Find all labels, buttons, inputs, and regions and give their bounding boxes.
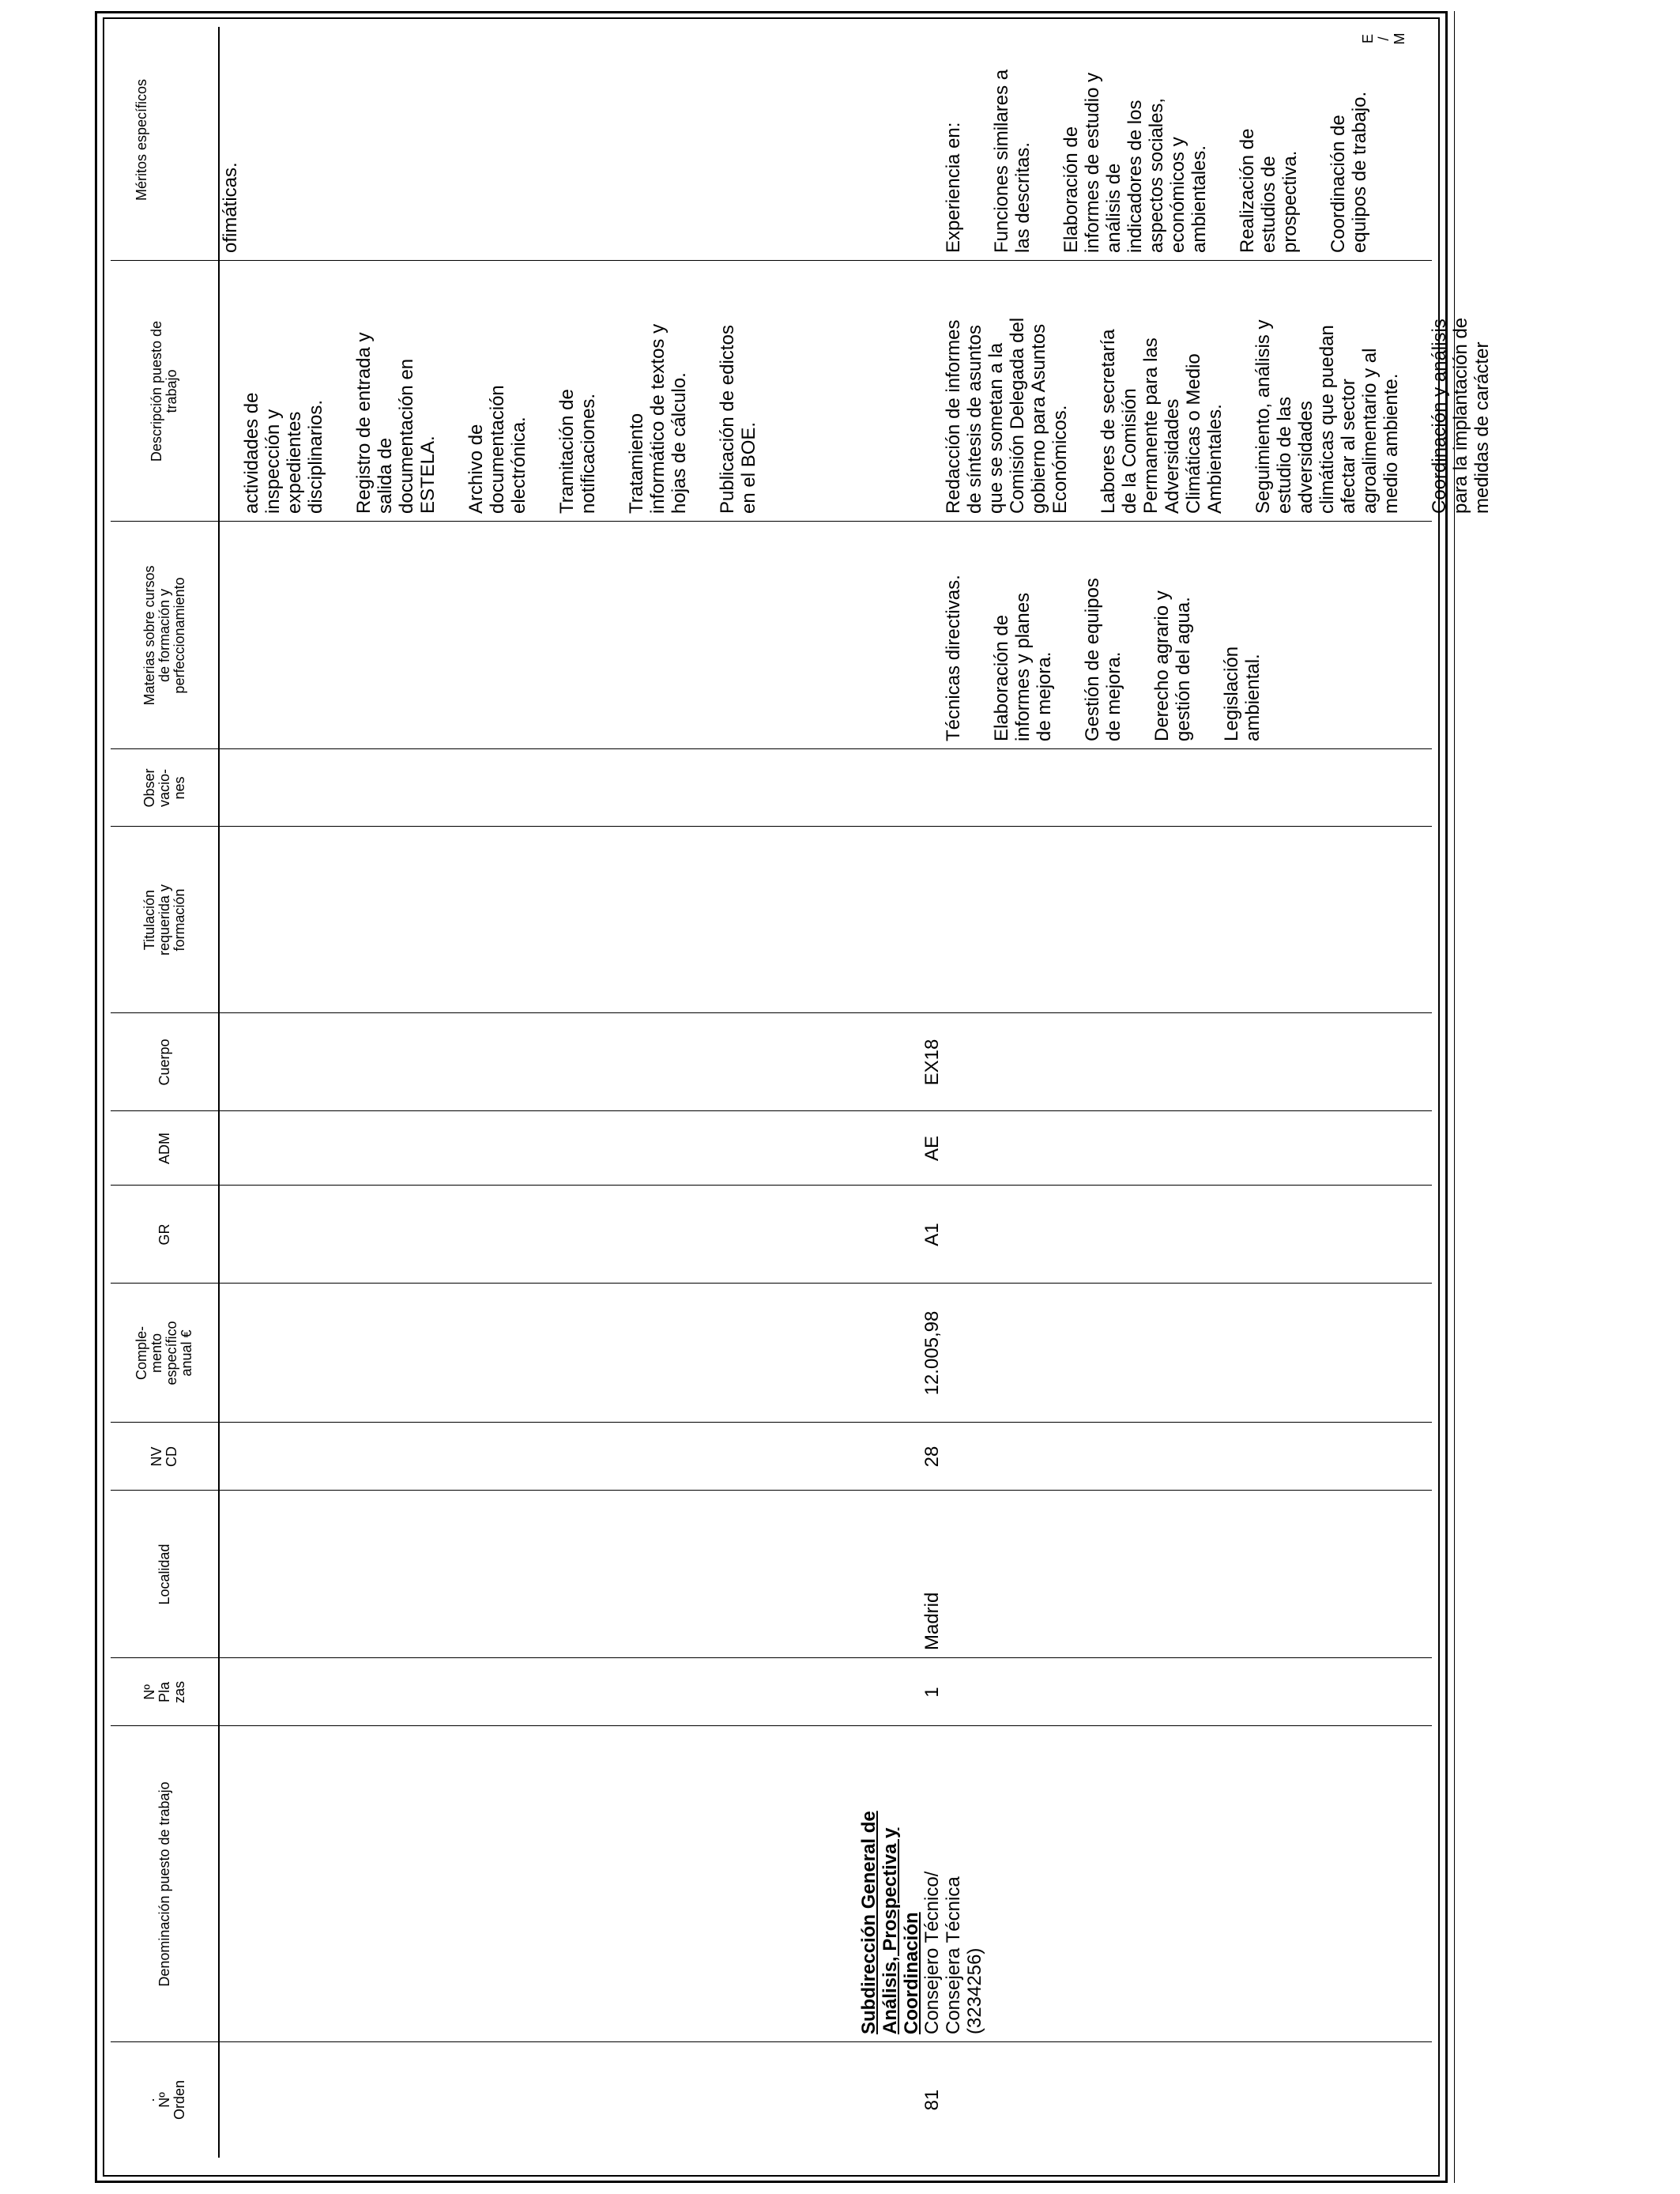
descripcion-item: Registro de entrada y salida de documentación en ESTELA. xyxy=(353,332,439,514)
row-meritos xyxy=(921,24,1397,253)
row-localidad: Madrid xyxy=(921,1592,943,1650)
descripcion-item: actividades de inspección y expedientes disciplinarios. xyxy=(241,392,326,514)
row-denominacion: Consejero Técnico/ Consejera Técnica (3234256) xyxy=(921,1871,985,2034)
header-em: E / M xyxy=(1360,32,1407,45)
header-adm: ADM xyxy=(156,1133,172,1164)
descripcion-item: Labores de secretaría de la Comisión Permanente para las Adversidades Climáticas o Medio Ambientales. xyxy=(1098,329,1226,514)
row-complemento: 12.005,98 xyxy=(921,1310,943,1396)
header-cuerpo: Cuerpo xyxy=(156,1039,172,1086)
continuation-descripcion xyxy=(220,261,786,514)
header-localidad: Localidad xyxy=(156,1544,172,1605)
header-grupo: GR xyxy=(156,1223,172,1246)
header-descripcion: Descripción puesto de trabajo xyxy=(149,320,179,462)
table-body xyxy=(220,27,1493,2158)
materia-item: Legislación ambiental. xyxy=(1221,646,1264,741)
header-complemento: Comple- mento específico anual € xyxy=(134,1321,194,1385)
descripcion-item: Coordinación y análisis para la implantación de medidas de carácter xyxy=(1429,317,1493,514)
merito-item: Experiencia en: xyxy=(943,122,964,253)
header-orden: . Nº Orden xyxy=(141,2079,187,2120)
descripcion-item: Tramitación de notificaciones. xyxy=(556,389,599,514)
header-plazas: Nº Pla zas xyxy=(141,1681,187,1704)
materia-item: Elaboración de informes y planes de mejora. xyxy=(991,592,1055,741)
header-observaciones: Obser vacio- nes xyxy=(141,768,187,808)
header-meritos: Méritos específicos xyxy=(134,78,149,202)
merito-item: Coordinación de equipos de trabajo. xyxy=(1328,91,1370,253)
header-denominacion: Denominación puesto de trabajo xyxy=(156,1781,172,1987)
job-positions-table xyxy=(111,27,1493,2158)
descripcion-item: Publicación de edictos en el BOE. xyxy=(717,325,759,514)
table-header xyxy=(111,27,220,2158)
row-cuerpo: EX18 xyxy=(921,1039,943,1086)
descripcion-item: Archivo de documentación electrónica. xyxy=(465,385,529,514)
merito-item: Funciones similares a las descritas. xyxy=(991,69,1034,253)
row-grupo: A1 xyxy=(921,1223,943,1246)
descripcion-item: Tratamiento informático de textos y hojas de cálculo. xyxy=(626,323,690,514)
row-materias xyxy=(921,522,1290,741)
row-nivel: 28 xyxy=(921,1446,943,1468)
descripcion-item: Redacción de informes de síntesis de asuntos que se sometan a la Comisión Delegada del gobierno para Asuntos Económicos. xyxy=(943,317,1071,514)
row-descripcion xyxy=(921,261,1520,514)
header-materias: Materias sobre cursos de formación y perfeccionamiento xyxy=(141,565,187,706)
header-nivel: NV CD xyxy=(149,1446,179,1467)
header-titulacion: Titulación requerida y formación xyxy=(141,884,187,956)
continuation-meritos: ofimáticas. xyxy=(220,162,241,253)
row-orden: 81 xyxy=(921,2089,943,2111)
row-adm: AE xyxy=(921,1136,943,1162)
merito-item: Elaboración de informes de estudio y análisis de indicadores de los aspectos sociales, económicos y ambientales. xyxy=(1060,72,1210,253)
materia-item: Técnicas directivas. xyxy=(943,575,964,741)
merito-item: Realización de estudios de prospectiva. xyxy=(1237,128,1301,253)
column-divider xyxy=(111,18,1432,19)
section-heading: Subdirección General de Análisis, Prospectiva y Coordinación xyxy=(858,1811,922,2034)
row-plazas: 1 xyxy=(921,1687,943,1698)
materia-item: Derecho agrario y gestión del agua. xyxy=(1151,590,1194,741)
materia-item: Gestión de equipos de mejora. xyxy=(1082,578,1124,741)
descripcion-item: Seguimiento, análisis y estudio de las adversidades climáticas que puedan afectar al sector agroalimentario y al medio ambiente. xyxy=(1252,319,1402,514)
